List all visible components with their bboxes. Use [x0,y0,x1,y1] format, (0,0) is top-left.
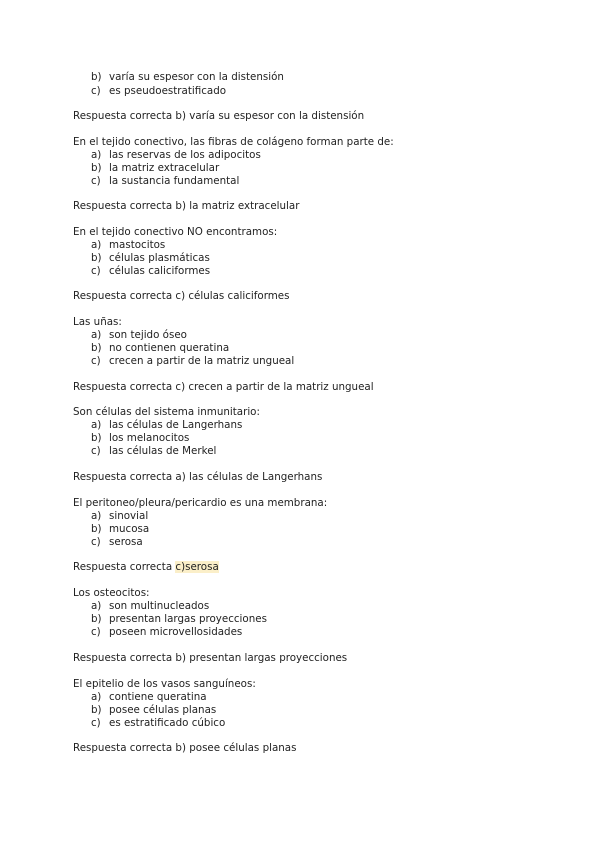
option-text: poseen microvellosidades [109,626,243,638]
option-text: son tejido óseo [109,329,187,341]
option-text: es estratificado cúbico [109,717,226,729]
answer-line: Respuesta correcta b) posee células planas [73,742,297,754]
option-text: células plasmáticas [109,252,210,264]
option-letter: b) [91,704,102,716]
option-letter: b) [91,523,102,535]
option-text: sinovial [109,510,149,522]
option-text: mastocitos [109,239,166,251]
option-text: no contienen queratina [109,342,230,354]
option-letter: a) [91,419,102,431]
option-letter: a) [91,329,102,341]
option-letter: c) [91,175,101,187]
option-text: varía su espesor con la distensión [109,71,284,83]
option-text: posee células planas [109,704,217,716]
answer-prefix: Respuesta correcta [73,561,176,573]
question-text: Los osteocitos: [73,587,150,599]
question-text: Las uñas: [73,316,122,328]
option-letter: b) [91,162,102,174]
option-letter: c) [91,265,101,277]
option-letter: c) [91,355,101,367]
option-letter: b) [91,432,102,444]
option-text: los melanocitos [109,432,190,444]
option-text: mucosa [109,523,150,535]
option-letter: c) [91,85,101,97]
option-text: presentan largas proyecciones [109,613,267,625]
option-letter: b) [91,71,102,83]
option-text: las reservas de los adipocitos [109,149,261,161]
option-letter: c) [91,717,101,729]
option-letter: a) [91,239,102,251]
option-text: las células de Langerhans [109,419,243,431]
option-letter: c) [91,536,101,548]
option-letter: a) [91,600,102,612]
answer-highlight: c)serosa [175,561,219,573]
option-letter: c) [91,445,101,457]
option-text: células caliciformes [109,265,211,277]
answer-line: Respuesta correcta c) células caliciformes [73,290,290,302]
question-text: El peritoneo/pleura/pericardio es una membrana: [73,497,328,509]
answer-line: Respuesta correcta a) las células de Langerhans [73,471,323,483]
answer-line: Respuesta correcta b) varía su espesor con la distensión [73,110,365,122]
question-text: El epitelio de los vasos sanguíneos: [73,678,256,690]
question-text: Son células del sistema inmunitario: [73,406,260,418]
option-text: es pseudoestratificado [109,85,227,97]
option-text: la sustancia fundamental [109,175,240,187]
option-text: son multinucleados [109,600,210,612]
option-letter: a) [91,149,102,161]
option-text: las células de Merkel [109,445,217,457]
answer-line [73,561,219,574]
option-text: serosa [109,536,143,548]
answer-line: Respuesta correcta c) crecen a partir de la matriz ungueal [73,381,374,393]
option-letter: a) [91,510,102,522]
answer-line: Respuesta correcta b) la matriz extracelular [73,200,300,212]
option-letter: a) [91,691,102,703]
option-letter: c) [91,626,101,638]
option-text: crecen a partir de la matriz ungueal [109,355,295,367]
answer-line: Respuesta correcta b) presentan largas proyecciones [73,652,348,664]
question-text: En el tejido conectivo, las fibras de colágeno forman parte de: [73,136,394,148]
option-text: contiene queratina [109,691,207,703]
question-text: En el tejido conectivo NO encontramos: [73,226,278,238]
option-letter: b) [91,613,102,625]
option-text: la matriz extracelular [109,162,220,174]
option-letter: b) [91,342,102,354]
option-letter: b) [91,252,102,264]
